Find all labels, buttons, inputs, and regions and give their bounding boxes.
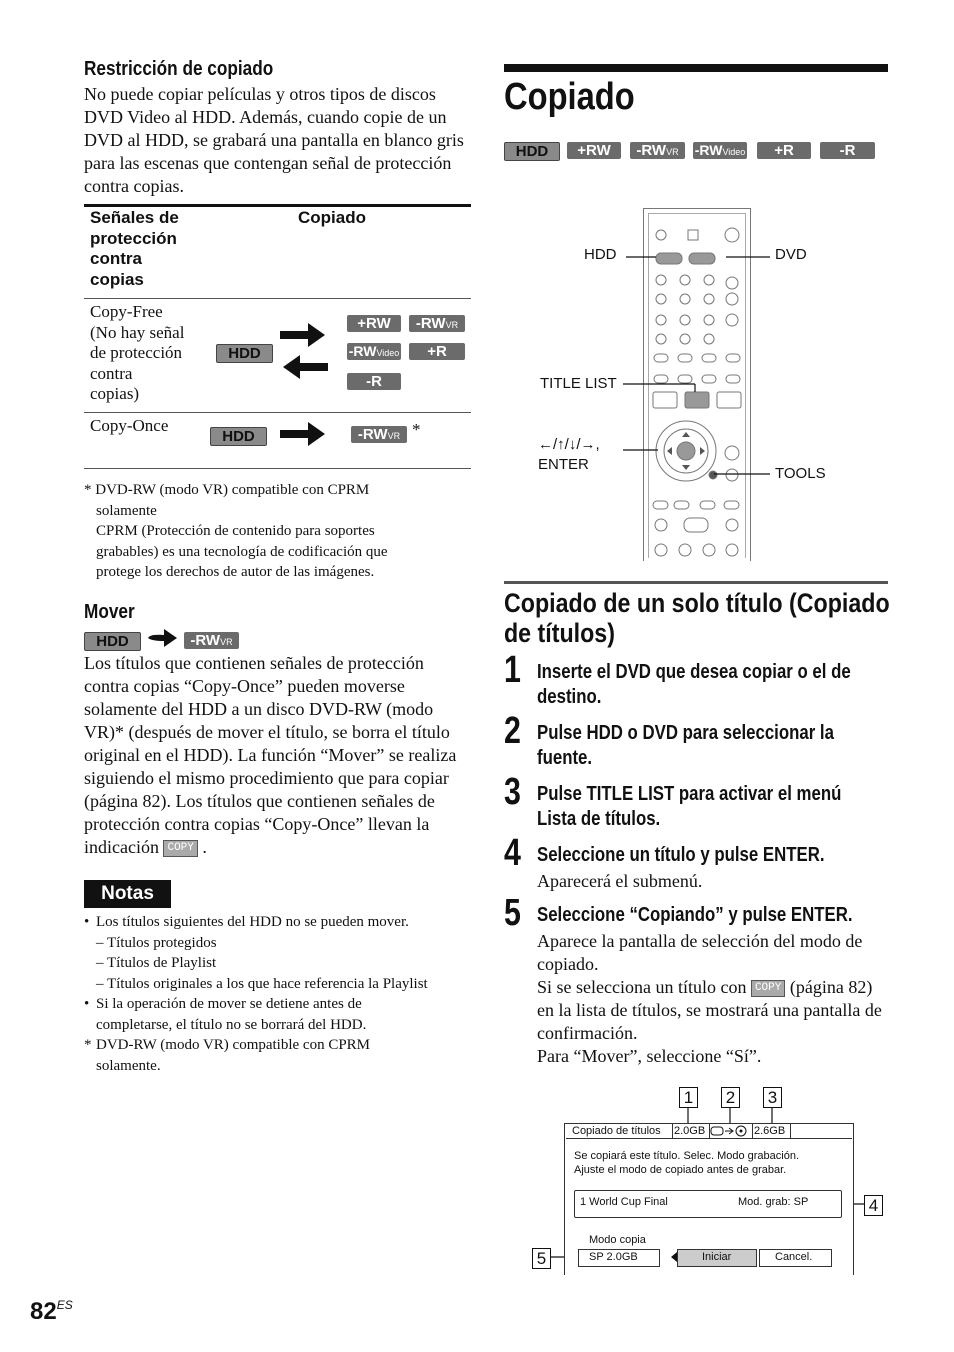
table-row2-label: Copy-Once <box>90 416 169 435</box>
mover-body: Los títulos que contienen señales de protección contra copias “Copy-Once” pueden moverse solamente del HDD a un disco DVD-RW (modo VR)* (después de mover el título, se borra el título original en el HDD). La función “Mover” se realiza siguiendo el mismo procedimiento que para copiar (página 82). Los títulos que contienen señales de protección contra copias “Copy-Once” llevan la indicación COPY . <box>84 653 457 857</box>
minus-r-badge: -R <box>820 142 875 159</box>
osd-message-2: Ajuste el modo de copiado antes de grabar. <box>574 1164 787 1176</box>
minus-rw-video-badge: -RWVideo <box>694 142 746 158</box>
callout-1: 1 <box>679 1087 698 1108</box>
restriccion-heading: Restricción de copiado <box>84 58 274 80</box>
notes-list: • Los títulos siguientes del HDD no se pueden mover. – Títulos protegidos – Títulos de Playlist – Títulos originales a los que hace referencia la Playlist • Si la operación de mover se detiene antes de completarse, el título no se borrará del HDD. * DVD-RW (modo VR) compatible con CPRM solamente. <box>84 914 428 1074</box>
arrow-left-icon <box>282 354 328 380</box>
dvd-callout: DVD <box>775 246 807 263</box>
step-3-text: Pulse TITLE LIST para activar el menú Lista de títulos. <box>537 783 842 830</box>
step-5-body: Aparece la pantalla de selección del modo de copiado. Si se selecciona un título con COPY (página 82) en la lista de títulos, se mostrará una pantalla de confirmación. Para “Mover”, seleccione “Sí”. <box>537 931 882 1066</box>
section-rule <box>504 581 888 584</box>
copy-icon: COPY <box>751 980 785 997</box>
copy-icon: COPY <box>163 840 197 857</box>
minus-rw-vr-badge: -RWVR <box>630 142 685 159</box>
callout-3: 3 <box>763 1087 782 1108</box>
step-4-number: 4 <box>504 832 521 874</box>
step-2-text: Pulse HDD o DVD para seleccionar la fuente. <box>537 722 834 769</box>
plus-rw-badge: +RW <box>347 315 401 332</box>
table-top-rule <box>84 204 471 207</box>
step-1-number: 1 <box>504 649 521 691</box>
arrow-right-icon <box>280 322 326 348</box>
step-5-number: 5 <box>504 892 521 934</box>
minus-rw-video-badge: -RWVideo <box>348 343 400 359</box>
callout-4: 4 <box>864 1195 883 1216</box>
hdd-to-dvd-icon <box>710 1125 750 1137</box>
callout-2: 2 <box>721 1087 740 1108</box>
table-rule-2 <box>84 412 471 413</box>
arrow-right-icon <box>148 628 178 648</box>
step-4-text: Seleccione un título y pulse ENTER. <box>537 844 825 866</box>
callout-5: 5 <box>532 1248 551 1269</box>
notas-label: Notas <box>84 880 171 908</box>
table-row1-label: Copy-Free (No hay señal de protección contra copias) <box>90 302 185 403</box>
table-col1-header: Señales de protección contra copias <box>90 208 179 289</box>
hdd-badge: HDD <box>504 142 560 161</box>
footnote: * DVD-RW (modo VR) compatible con CPRM solamente CPRM (Protección de contenido para soportes grabables) es una tecnología de codificación que protege los derechos de autor de las imágenes. <box>84 482 388 580</box>
osd-cancel-label: Cancel. <box>775 1251 813 1263</box>
enter-callout: ENTER <box>538 456 589 473</box>
osd-title-item-mode: Mod. grab: SP <box>738 1196 809 1208</box>
osd-size2: 2.6GB <box>754 1125 786 1137</box>
title-rule <box>504 64 888 72</box>
page-title: Copiado <box>504 76 635 118</box>
plus-rw-badge: +RW <box>567 142 621 159</box>
osd-title-item-name: 1 World Cup Final <box>580 1196 668 1208</box>
plus-r-badge: +R <box>757 142 811 159</box>
step-3-number: 3 <box>504 771 521 813</box>
plus-r-badge: +R <box>409 343 465 360</box>
step-5-text: Seleccione “Copiando” y pulse ENTER. <box>537 904 853 926</box>
osd-size1: 2.0GB <box>674 1125 706 1137</box>
minus-rw-vr-badge: -RWVR <box>351 426 407 443</box>
table-bottom-rule <box>84 468 471 469</box>
step-1-text: Inserte el DVD que desea copiar o el de destino. <box>537 661 851 708</box>
osd-start-label: Iniciar <box>702 1251 732 1263</box>
table-rule-1 <box>84 298 471 299</box>
step-4-sub: Aparecerá el submenú. <box>537 871 703 891</box>
restriccion-body: No puede copiar películas y otros tipos de discos DVD Video al HDD. Además, cuando copie de un DVD al HDD, se grabará una pantalla en blanco gris para las escenas que contengan señal de protección contra copias. <box>84 84 464 196</box>
step-2-number: 2 <box>504 710 521 752</box>
osd-modo-copia-label: Modo copia <box>589 1234 646 1246</box>
remote-callout-lines <box>620 240 780 480</box>
osd-modo-copia-value: SP 2.0GB <box>589 1251 638 1263</box>
page-number: $82^{ES}$ <box>30 1298 73 1325</box>
table-col2-header: Copiado <box>298 208 366 227</box>
title-list-callout: TITLE LIST <box>540 375 617 392</box>
mover-heading: Mover <box>84 601 135 623</box>
table-asterisk: * <box>412 420 421 439</box>
tools-callout: TOOLS <box>775 465 826 482</box>
hdd-callout: HDD <box>584 246 617 263</box>
hdd-badge: HDD <box>216 344 273 363</box>
minus-r-badge: -R <box>347 373 401 390</box>
minus-rw-vr-badge: -RWVR <box>184 632 239 649</box>
hdd-badge: HDD <box>210 427 267 446</box>
arrows-callout: ←/↑/↓/→, <box>538 436 600 453</box>
minus-rw-vr-badge: -RWVR <box>409 315 465 332</box>
section-heading: Copiado de un solo título (Copiado de títulos) <box>504 588 890 648</box>
hdd-badge: HDD <box>84 632 141 651</box>
osd-header-title: Copiado de títulos <box>572 1125 661 1137</box>
arrow-right-icon <box>280 421 326 447</box>
osd-message-1: Se copiará este título. Selec. Modo grabación. <box>574 1150 800 1162</box>
